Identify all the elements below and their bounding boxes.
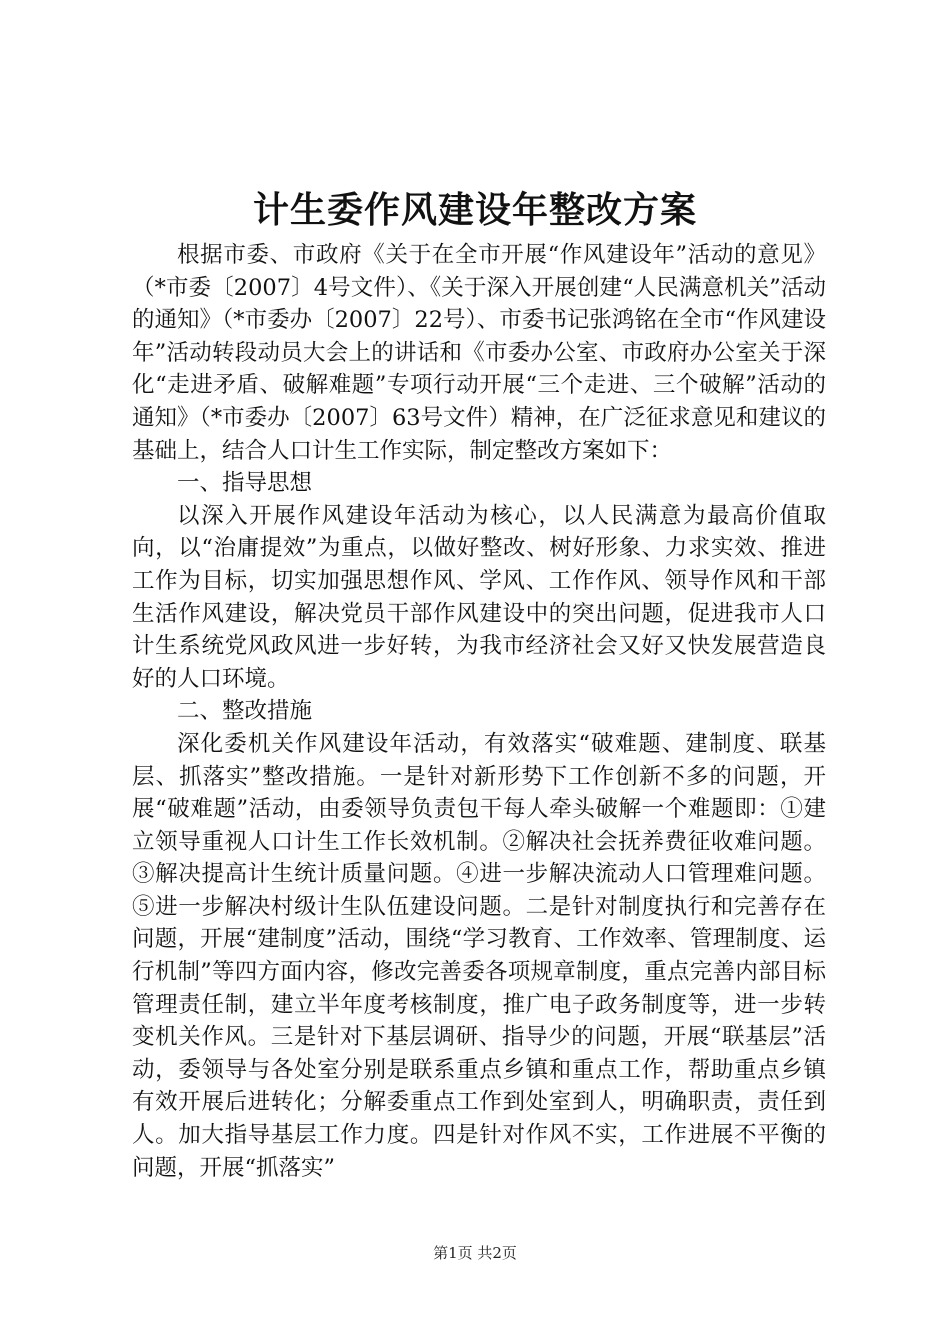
page-number-footer: 第1页 共2页 (433, 1244, 517, 1262)
document-title: 计生委作风建设年整改方案 (252, 189, 697, 231)
document-body (132, 239, 826, 1184)
paragraph-guiding-ideology: 以深入开展作风建设年活动为核心，以人民满意为最高价值取向，以“治庸提效”为重点，以做好整改、树好形象、力求实效、推进工作为目标，切实加强思想作风、学风、工作作风、领导作风和干部生活作风建设，解决党员干部作风建设中的突出问题，促进我市人口计生系统党风政风进一步好转，为我市经济社会又好又快发展营造良好的人口环境。 (132, 502, 826, 692)
section-heading-rectification-measures: 二、整改措施 (177, 698, 313, 725)
paragraph-intro: 根据市委、市政府《关于在全市开展“作风建设年”活动的意见》（*市委〔2007〕4号文件）、《关于深入开展创建“人民满意机关”活动的通知》（*市委办〔2007〕22号）、市委书记张鸿铭在全市“作风建设年”活动转段动员大会上的讲话和《市委办公室、市政府办公室关于深化“走进矛盾、破解难题”专项行动开展“三个走进、三个破解”活动的通知》（*市委办〔2007〕63号文件）精神，在广泛征求意见和建议的基础上，结合人口计生工作实际，制定整改方案如下： (132, 242, 826, 464)
section-heading-guiding-ideology: 一、指导思想 (177, 470, 313, 497)
paragraph-rectification-measures: 深化委机关作风建设年活动，有效落实“破难题、建制度、联基层、抓落实”整改措施。一是针对新形势下工作创新不多的问题，开展“破难题”活动，由委领导负责包干每人牵头破解一个难题即：①建立领导重视人口计生工作长效机制。②解决社会抚养费征收难问题。③解决提高计生统计质量问题。④进一步解决流动人口管理难问题。⑤进一步解决村级计生队伍建设问题。二是针对制度执行和完善存在问题，开展“建制度”活动，围绕“学习教育、工作效率、管理制度、运行机制”等四方面内容，修改完善委各项规章制度，重点完善内部目标管理责任制，建立半年度考核制度，推广电子政务制度等，进一步转变机关作风。三是针对下基层调研、指导少的问题，开展“联基层”活动，委领导与各处室分别是联系重点乡镇和重点工作，帮助重点乡镇有效开展后进转化；分解委重点工作到处室到人，明确职责，责任到人。加大指导基层工作力度。四是针对作风不实，工作进展不平衡的问题，开展“抓落实” (132, 730, 826, 1181)
